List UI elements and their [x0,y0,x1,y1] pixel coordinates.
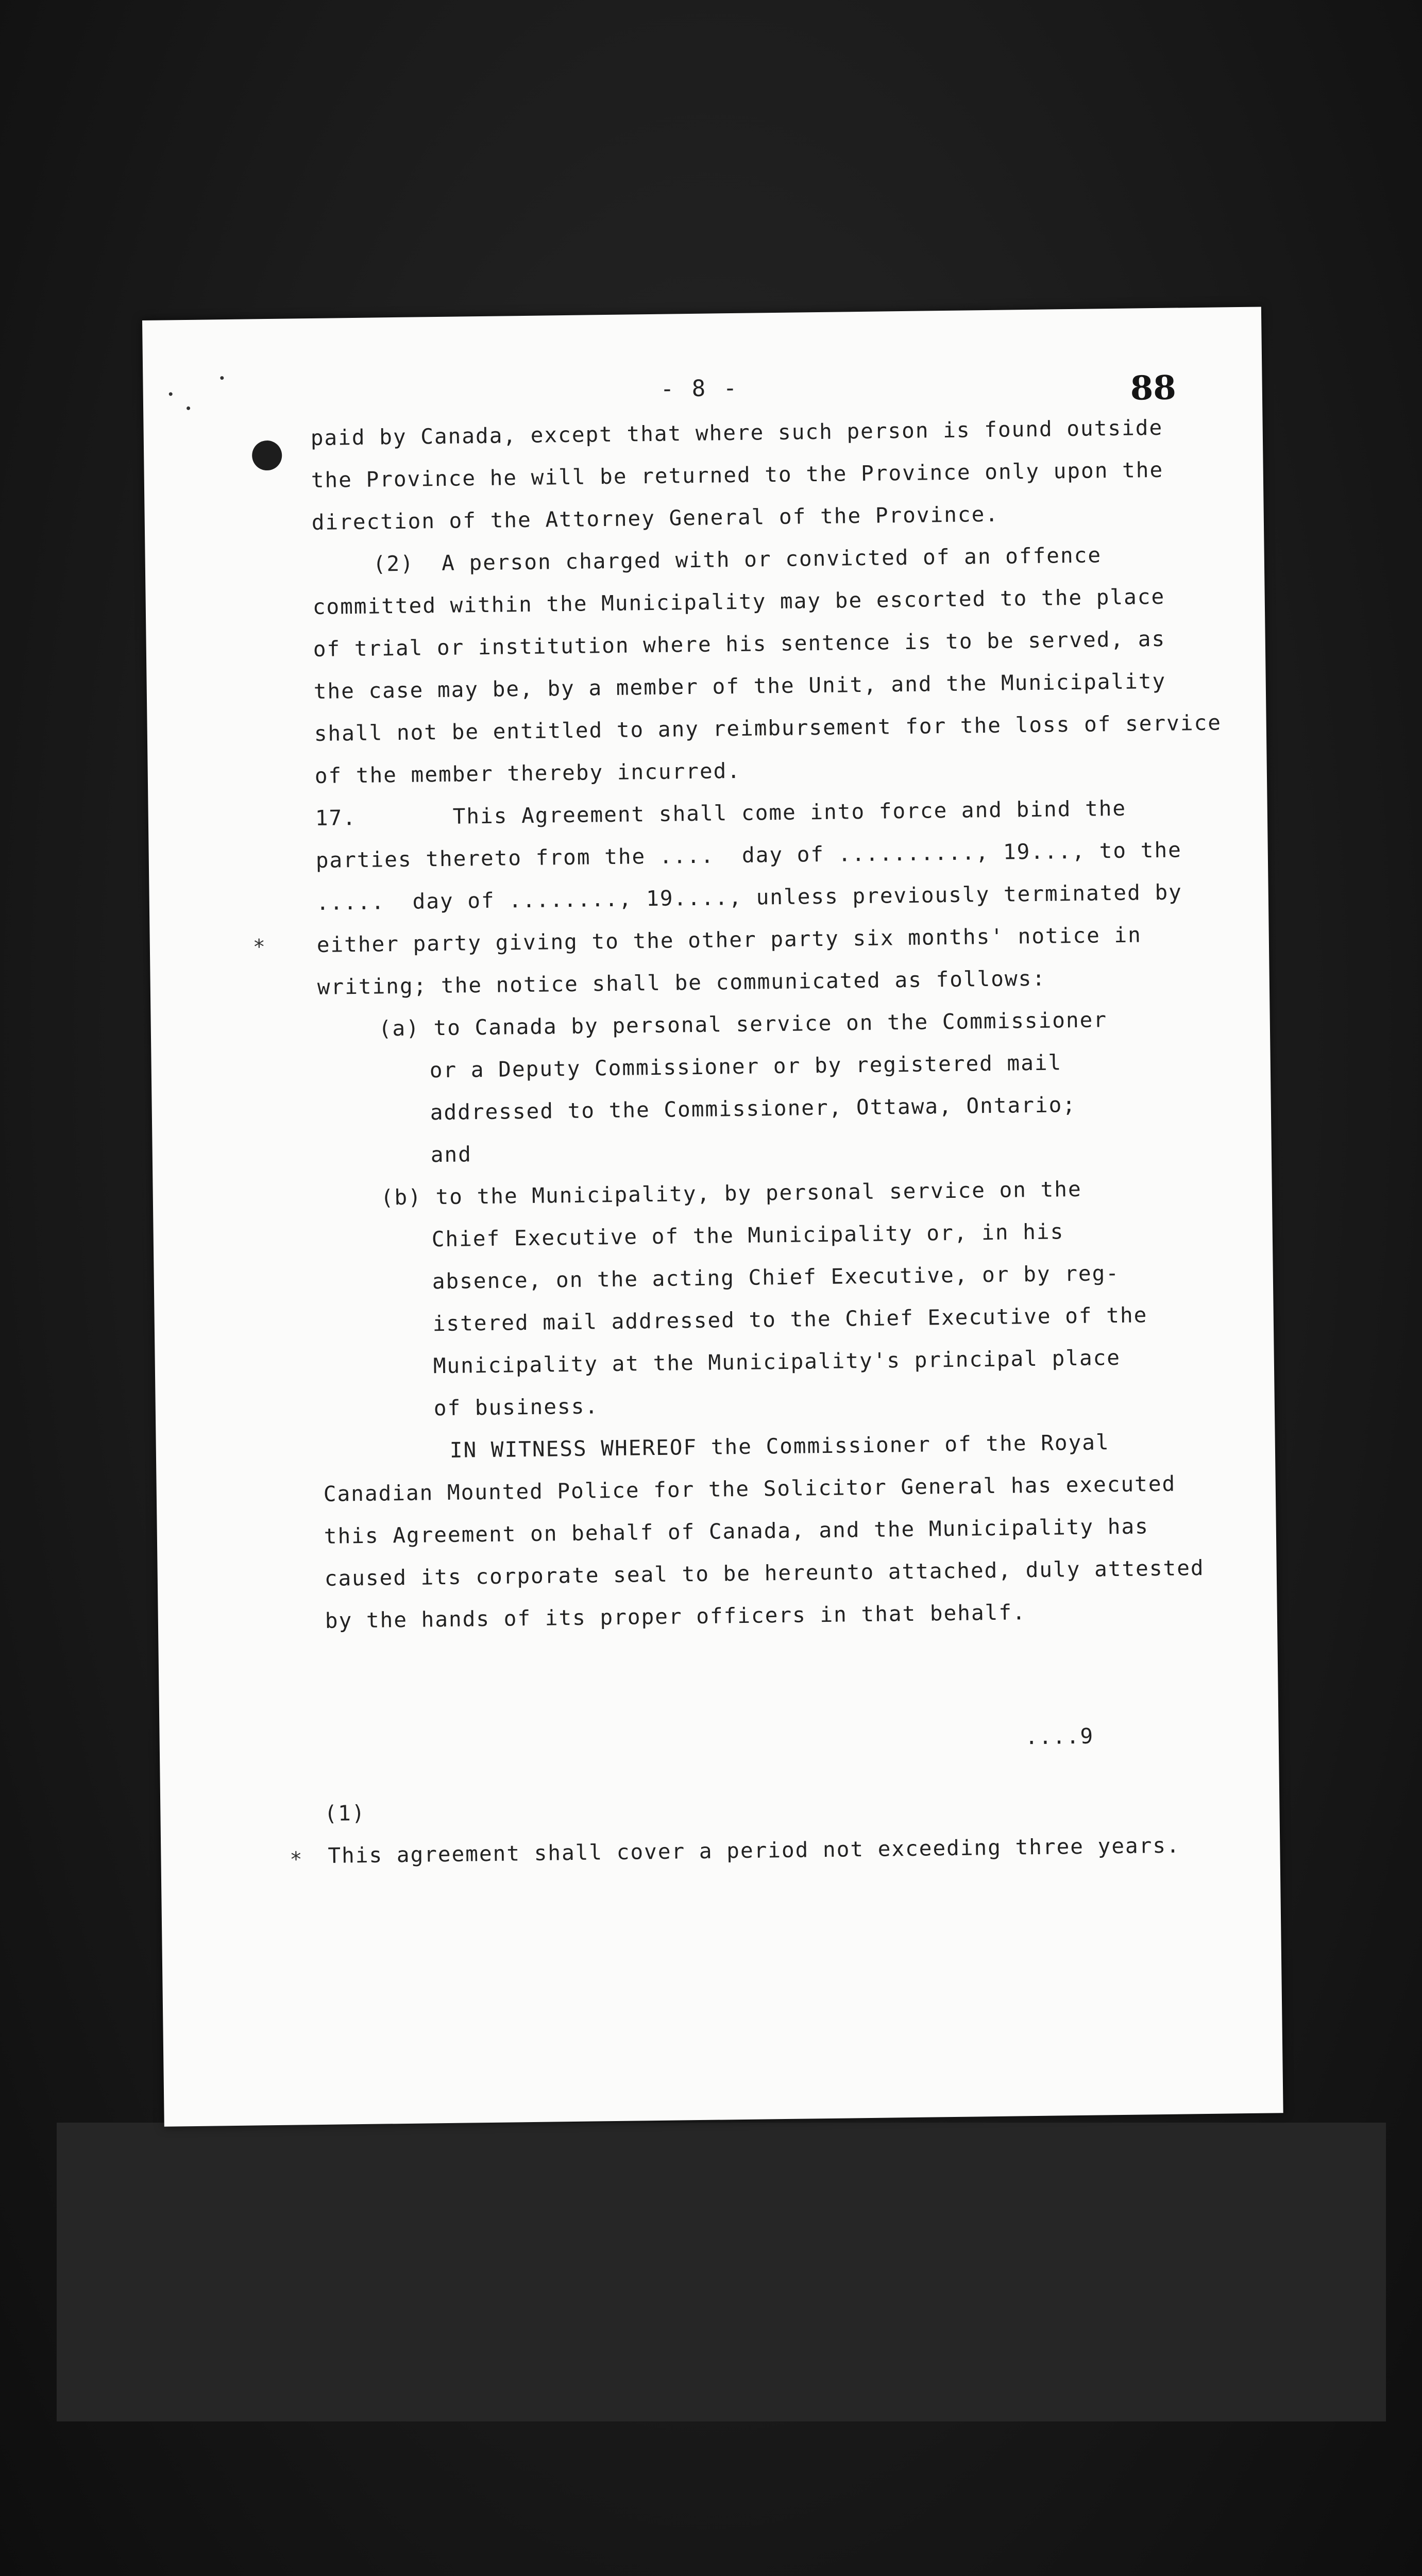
body-line: parties thereto from the .... day of .........., 19..., to the [315,837,1182,873]
body-line: Canadian Mounted Police for the Solicitor General has executed [323,1471,1176,1506]
body-line: the case may be, by a member of the Unit, and the Municipality [313,668,1166,704]
body-line: the Province he will be returned to the Province only upon the [311,457,1164,493]
body-line: committed within the Municipality may be escorted to the place [312,584,1165,619]
body-line: Municipality at the Municipality's principal place [433,1345,1121,1379]
continuation-marker: ....9 [1025,1723,1094,1750]
body-line: addressed to the Commissioner, Ottawa, Ontario; [430,1092,1077,1125]
body-line: of trial or institution where his sentence is to be served, as [313,626,1166,662]
body-line: (b) to the Municipality, by personal service on the [380,1176,1082,1210]
body-line: absence, on the acting Chief Executive, or by reg- [432,1260,1120,1294]
body-line: of the member thereby incurred. [314,758,741,788]
body-line: direction of the Attorney General of the Province. [311,501,1000,535]
margin-asterisk: * [252,935,266,959]
body-line: 17. This Agreement shall come into force and bind the [315,795,1127,831]
body-line: (2) A person charged with or convicted of an offence [373,543,1102,577]
document-page [142,307,1283,2126]
folio-number: 88 [1130,368,1177,408]
body-line: paid by Canada, except that where such person is found outside [310,415,1163,451]
body-line: ..... day of ........, 19...., unless previously terminated by [316,879,1183,915]
body-line: by the hands of its proper officers in that behalf. [325,1600,1026,1633]
footnote-text: This agreement shall cover a period not exceeding three years. [328,1833,1181,1868]
speck [169,392,173,396]
scan-lower-band [57,2123,1386,2421]
body-line: or a Deputy Commissioner or by registered mail [429,1050,1062,1083]
speck [220,376,224,380]
body-line: istered mail addressed to the Chief Executive of the [432,1302,1148,1336]
body-line: (a) to Canada by personal service on the Commissioner [378,1007,1108,1041]
body-line: either party giving to the other party six months' notice in [316,922,1142,957]
footnote-reference: (1) [324,1800,366,1826]
punch-hole [252,440,282,471]
page-number: - 8 - [660,375,739,402]
body-line: caused its corporate seal to be hereunto attached, duly attested [324,1555,1205,1591]
body-line: shall not be entitled to any reimbursement for the loss of service [314,710,1222,746]
body-line: writing; the notice shall be communicated as follows: [317,965,1046,999]
body-line: this Agreement on behalf of Canada, and the Municipality has [324,1514,1149,1549]
body-line: of business. [433,1394,599,1421]
body-line: Chief Executive of the Municipality or, in his [431,1219,1064,1252]
body-line: and [430,1142,472,1167]
body-line: IN WITNESS WHEREOF the Commissioner of the Royal [449,1430,1110,1463]
speck [187,406,190,410]
footnote-asterisk: * [290,1848,302,1872]
